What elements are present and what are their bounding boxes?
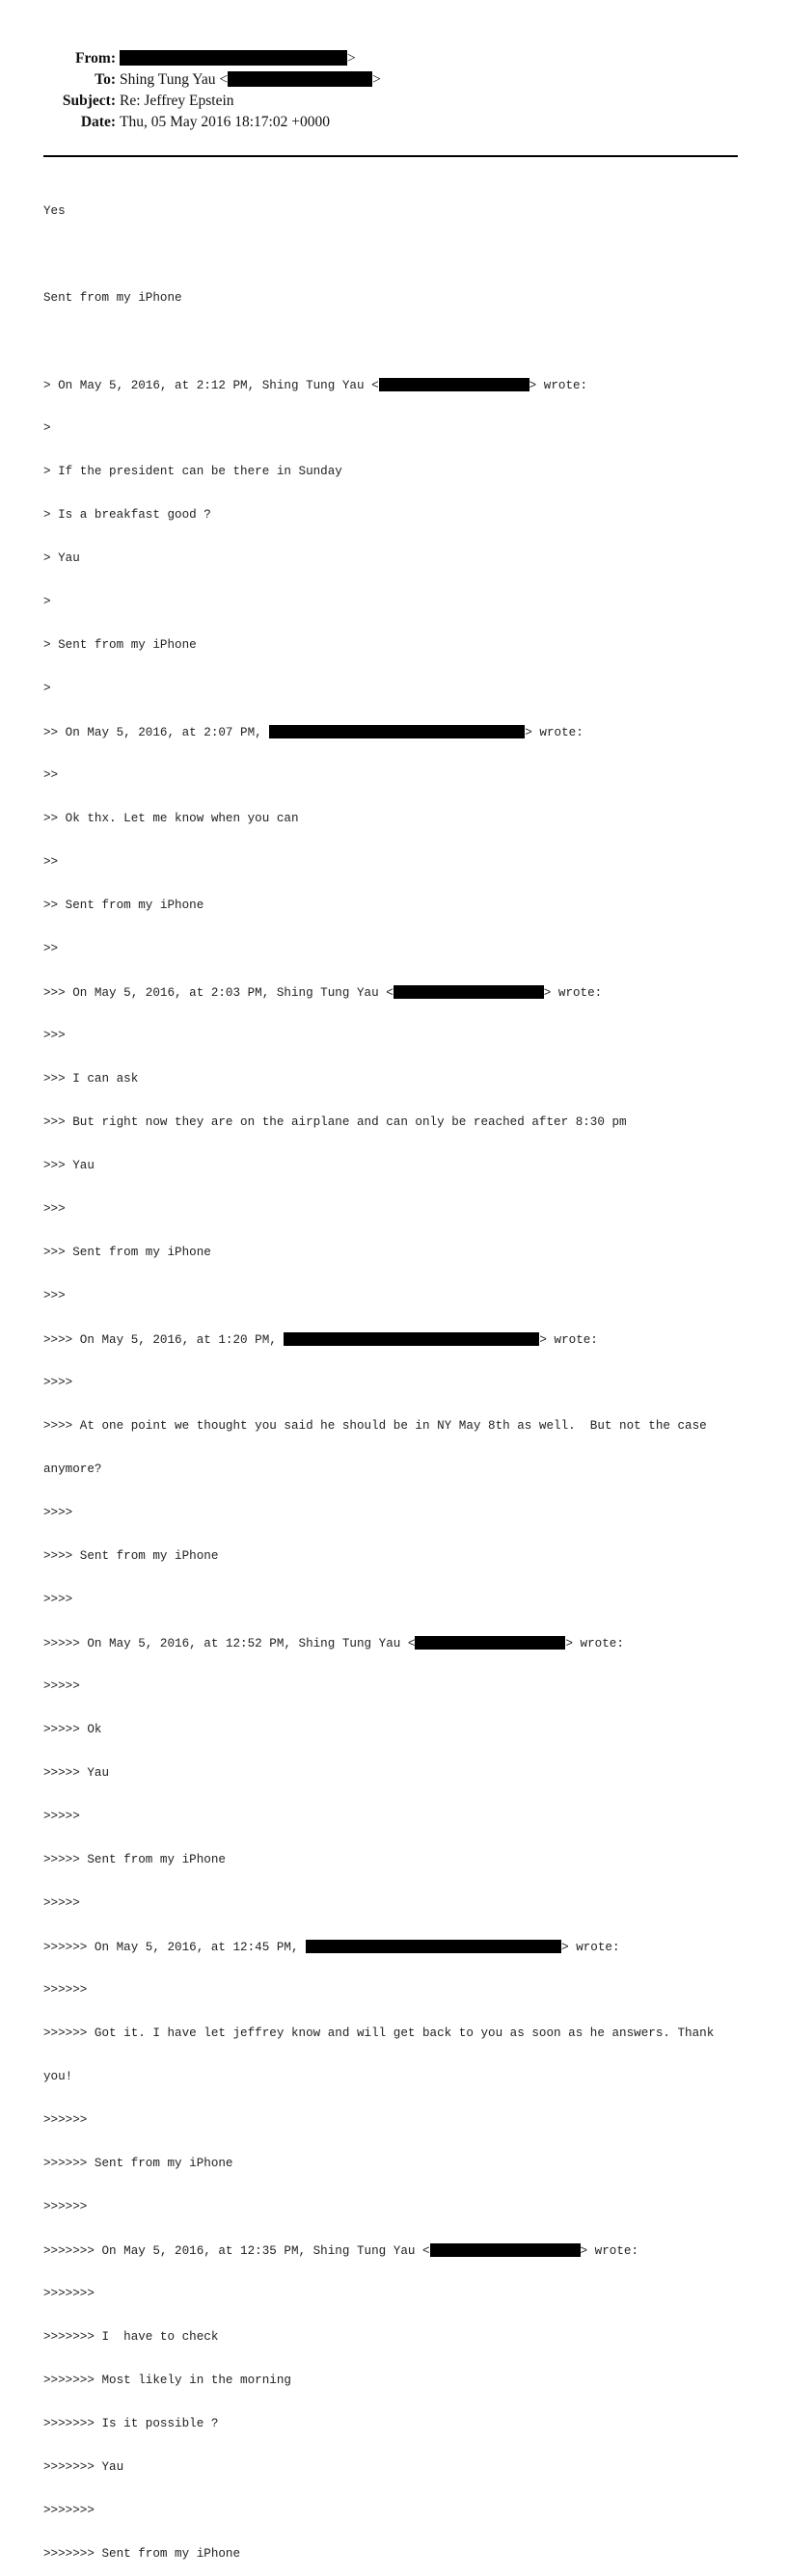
body-line: >>>>>>> Is it possible ?	[43, 2417, 219, 2430]
body-line: >>> Yau	[43, 1159, 95, 1172]
redaction-bar	[269, 725, 525, 738]
body-line: >>	[43, 855, 59, 869]
quote-header-suffix: > wrote:	[561, 1941, 620, 1954]
body-line: >>>>> Sent from my iPhone	[43, 1853, 226, 1866]
to-row	[0, 69, 787, 91]
quote-header-suffix: > wrote:	[525, 726, 583, 739]
body-line: >>>>>>>	[43, 2287, 95, 2300]
from-label: From:	[75, 50, 116, 67]
to-label: To:	[95, 71, 116, 88]
quote-header-text: > On May 5, 2016, at 2:12 PM, Shing Tung Yau <	[43, 379, 379, 392]
body-line: >>>>>>> Sent from my iPhone	[43, 2547, 241, 2561]
quote-header-text: >> On May 5, 2016, at 2:07 PM,	[43, 726, 270, 739]
quote-header-text: >>>> On May 5, 2016, at 1:20 PM,	[43, 1333, 285, 1347]
quote-header-line	[43, 1940, 747, 1954]
redaction-bar	[228, 71, 372, 87]
body-line: >>>	[43, 1029, 66, 1042]
body-line: >>> But right now they are on the airplane and can only be reached after 8:30 pm	[43, 1115, 627, 1129]
quote-header-suffix: > wrote:	[539, 1333, 598, 1347]
body-line: >	[43, 595, 51, 608]
body-line: >>>> At one point we thought you said he should be in NY May 8th as well. But not the case	[43, 1419, 707, 1433]
from-bracket: >	[347, 50, 356, 67]
body-line: Sent from my iPhone	[43, 291, 182, 305]
to-bracket: >	[372, 71, 381, 88]
subject-label: Subject:	[62, 93, 116, 109]
body-line: > Sent from my iPhone	[43, 638, 197, 652]
date-label: Date:	[80, 114, 116, 130]
subject-value: Re: Jeffrey Epstein	[120, 93, 234, 109]
redaction-bar	[415, 1636, 565, 1650]
quote-header-suffix: > wrote:	[543, 986, 603, 1000]
redaction-bar	[306, 1940, 561, 1953]
body-line: >>>	[43, 1289, 66, 1302]
body-line: >>> I can ask	[43, 1072, 139, 1086]
redaction-bar	[120, 50, 347, 66]
body-line: >>>>	[43, 1376, 73, 1389]
quote-header-text: >>> On May 5, 2016, at 2:03 PM, Shing Tung Yau <	[43, 986, 394, 1000]
body-line: Yes	[43, 204, 66, 218]
redaction-bar	[394, 985, 544, 999]
body-line: > Is a breakfast good ?	[43, 508, 211, 522]
body-line: >>>> Sent from my iPhone	[43, 1549, 219, 1563]
body-line: >	[43, 682, 51, 695]
quote-header-line	[43, 1332, 747, 1347]
quote-header-line	[43, 985, 747, 1000]
body-line: >>> Sent from my iPhone	[43, 1246, 211, 1259]
header-divider	[43, 155, 738, 157]
quote-header-text: >>>>> On May 5, 2016, at 12:52 PM, Shing Tung Yau <	[43, 1637, 416, 1650]
body-line: >>>>>>> Most likely in the morning	[43, 2374, 291, 2387]
body-line: >>>	[43, 1202, 66, 1216]
body-line: you!	[43, 2070, 73, 2083]
body-line: anymore?	[43, 1462, 102, 1476]
quote-header-line	[43, 725, 747, 739]
blank-line	[43, 335, 747, 349]
quote-header-suffix: > wrote:	[565, 1637, 624, 1650]
blank-line	[43, 248, 747, 262]
body-line: >>>>>	[43, 1896, 80, 1910]
body-line: >> Sent from my iPhone	[43, 899, 204, 912]
body-line: >>>>> Ok	[43, 1723, 102, 1736]
quote-header-suffix: > wrote:	[580, 2244, 639, 2258]
redaction-bar	[379, 378, 529, 391]
redaction-bar	[284, 1332, 539, 1346]
date-row	[0, 112, 787, 133]
body-line: >>>>> Yau	[43, 1766, 110, 1780]
quote-header-line	[43, 1636, 747, 1650]
body-line: >>>>>>	[43, 2200, 88, 2214]
date-value: Thu, 05 May 2016 18:17:02 +0000	[120, 114, 330, 130]
email-body	[43, 175, 747, 2576]
quote-header-suffix: > wrote:	[529, 379, 588, 392]
body-line: >>	[43, 942, 59, 955]
from-value	[120, 48, 356, 69]
to-value	[120, 69, 381, 91]
body-line: >>>>	[43, 1506, 73, 1519]
body-line: >>>>>	[43, 1810, 80, 1823]
body-line: >>>>>>	[43, 2113, 88, 2127]
body-line: > If the president can be there in Sunday	[43, 465, 342, 478]
email-header	[0, 48, 787, 133]
body-line: >>>>	[43, 1593, 73, 1606]
quote-header-line	[43, 378, 747, 392]
body-line: >> Ok thx. Let me know when you can	[43, 812, 299, 825]
quote-header-line	[43, 2243, 747, 2258]
body-line: >>>>>> Sent from my iPhone	[43, 2157, 233, 2170]
body-line: >>	[43, 768, 59, 782]
redaction-bar	[430, 2243, 581, 2257]
from-row	[0, 48, 787, 69]
body-line: >>>>>>	[43, 1983, 88, 1997]
body-line: >>>>>> Got it. I have let jeffrey know and will get back to you as soon as he answers. Thank	[43, 2026, 715, 2040]
quote-header-text: >>>>>> On May 5, 2016, at 12:45 PM,	[43, 1941, 307, 1954]
body-line: > Yau	[43, 551, 80, 565]
body-line: >>>>>>>	[43, 2504, 95, 2517]
quote-header-text: >>>>>>> On May 5, 2016, at 12:35 PM, Shing Tung Yau <	[43, 2244, 430, 2258]
body-line: >>>>>>> Yau	[43, 2460, 124, 2474]
to-name: Shing Tung Yau <	[120, 71, 229, 88]
subject-row	[0, 91, 787, 112]
body-line: >>>>>	[43, 1679, 80, 1693]
body-line: >	[43, 421, 51, 435]
body-line: >>>>>>> I have to check	[43, 2330, 219, 2344]
